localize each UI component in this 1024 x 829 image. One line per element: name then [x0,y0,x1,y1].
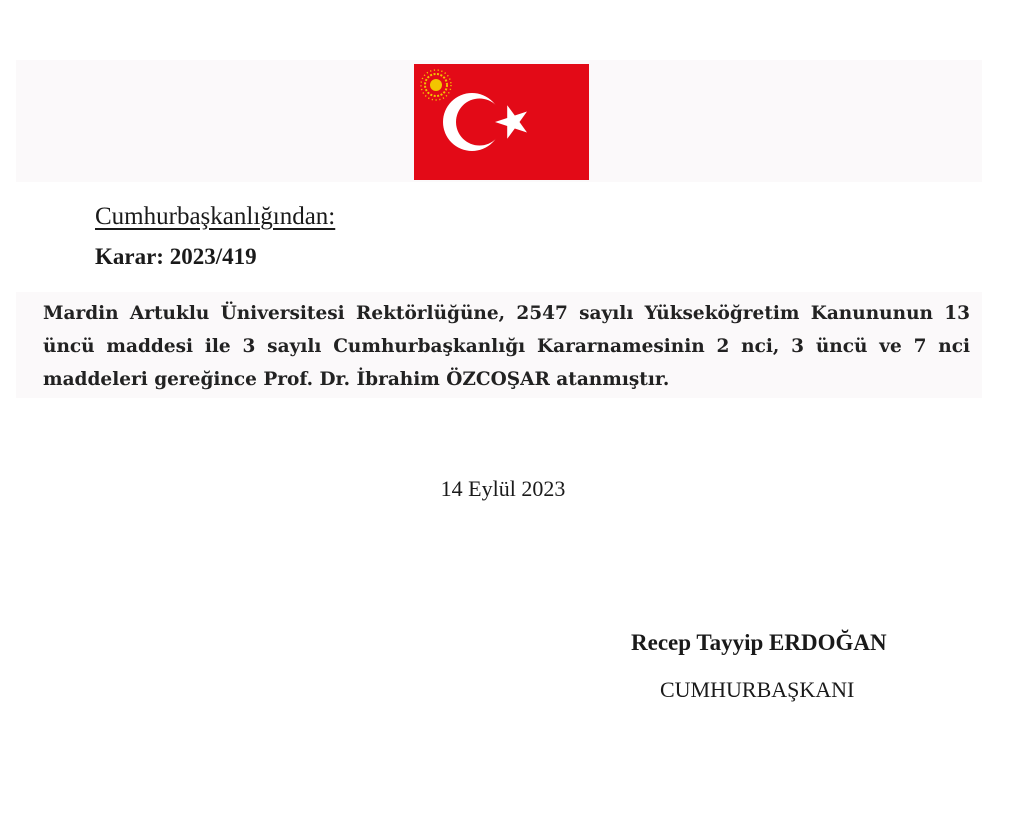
signer-title: CUMHURBAŞKANI [660,677,855,702]
decision-body-text: Mardin Artuklu Üniversitesi Rektörlüğüne, 2547 sayılı Yükseköğretim Kanununun 13 üncü maddesi ile 3 sayılı Cumhurbaşkanlığı Kararnamesinin 2 nci, 3 üncü ve 7 nci maddeleri gereğince Prof. Dr. İbrahim ÖZCOŞAR atanmıştır. [43,303,970,390]
decision-number: Karar: 2023/419 [95,244,257,269]
turkish-flag-emblem [414,64,589,180]
issuer-heading: Cumhurbaşkanlığından: [95,203,336,230]
signer-name: Recep Tayyip ERDOĞAN [631,630,887,655]
flag-icon [414,64,589,180]
decision-date: 14 Eylül 2023 [440,476,566,501]
